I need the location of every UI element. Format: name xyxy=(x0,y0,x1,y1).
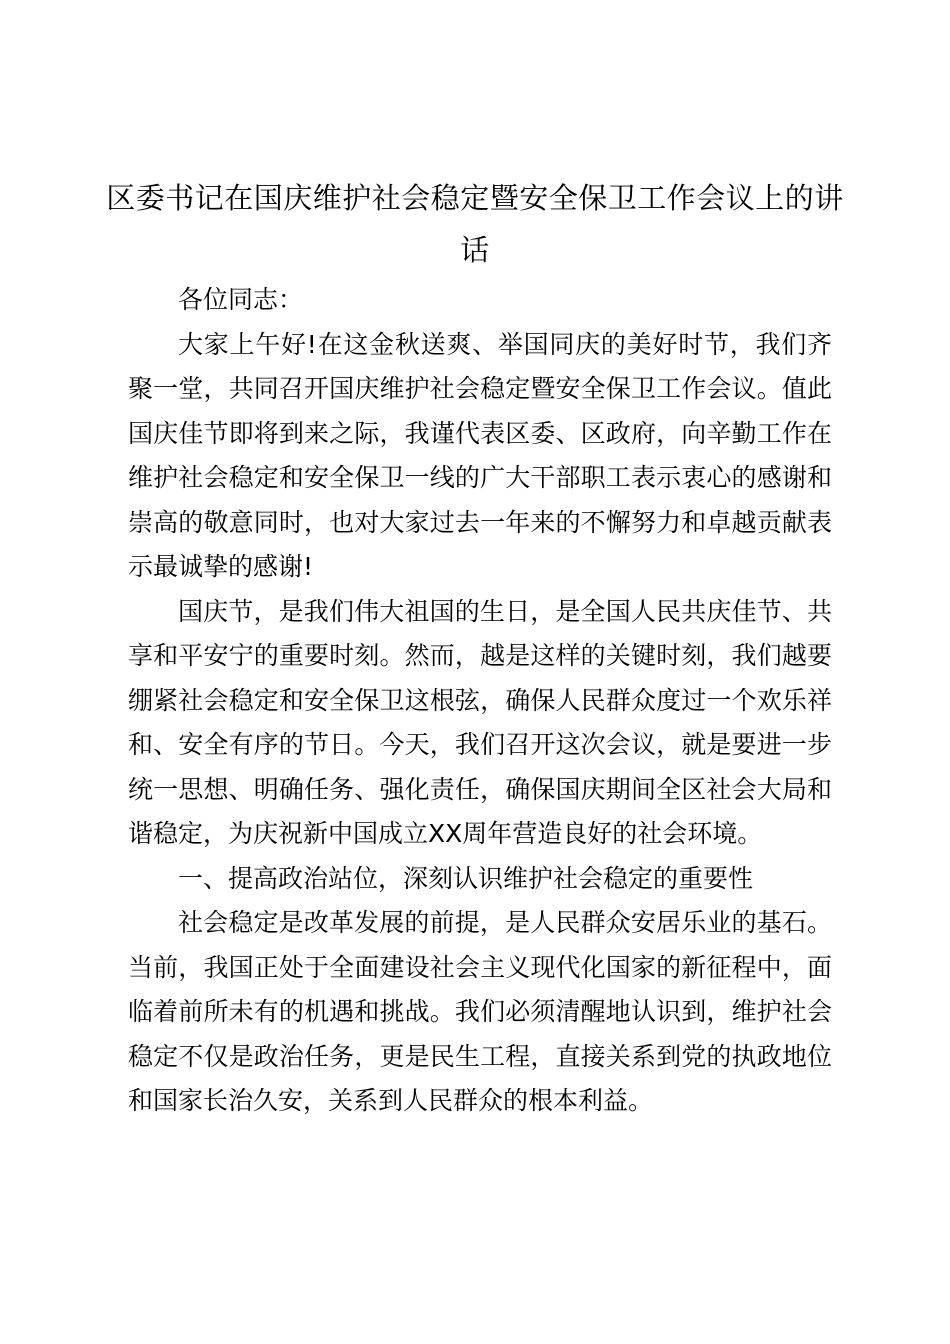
section-heading-1: 一、提高政治站位，深刻认识维护社会稳定的重要性 xyxy=(178,863,754,893)
document-title: 区委书记在国庆维护社会稳定暨安全保卫工作会议上的讲话 xyxy=(106,181,844,267)
salutation: 各位同志： xyxy=(178,285,304,314)
document-body xyxy=(128,278,832,1124)
paragraph-opening: 大家上午好!在这金秋送爽、举国同庆的美好时节，我们齐聚一堂，共同召开国庆维护社会稳定暨安全保卫工作会议。值此国庆佳节即将到来之际，我谨代表区委、区政府，向辛勤工作在维护社会稳定和安全保卫一线的广大干部职工表示衷心的感谢和崇高的敬意同时，也对大家过去一年来的不懈努力和卓越贡献表示最诚挚的感谢! xyxy=(128,329,832,581)
paragraph-national-day: 国庆节，是我们伟大祖国的生日，是全国人民共庆佳节、共享和平安宁的重要时刻。然而，越是这样的关键时刻，我们越要绷紧社会稳定和安全保卫这根弦，确保人民群众度过一个欢乐祥和、安全有序的节日。今天，我们召开这次会议，就是要进一步统一思想、明确任务、强化责任，确保国庆期间全区社会大局和谐稳定，为庆祝新中国成立XX周年营造良好的社会环境。 xyxy=(128,596,832,848)
paragraph-social-stability: 社会稳定是改革发展的前提，是人民群众安居乐业的基石。当前，我国正处于全面建设社会主义现代化国家的新征程中，面临着前所未有的机遇和挑战。我们必须清醒地认识到，维护社会稳定不仅是政治任务，更是民生工程，直接关系到党的执政地位和国家长治久安，关系到人民群众的根本利益。 xyxy=(128,908,832,1115)
